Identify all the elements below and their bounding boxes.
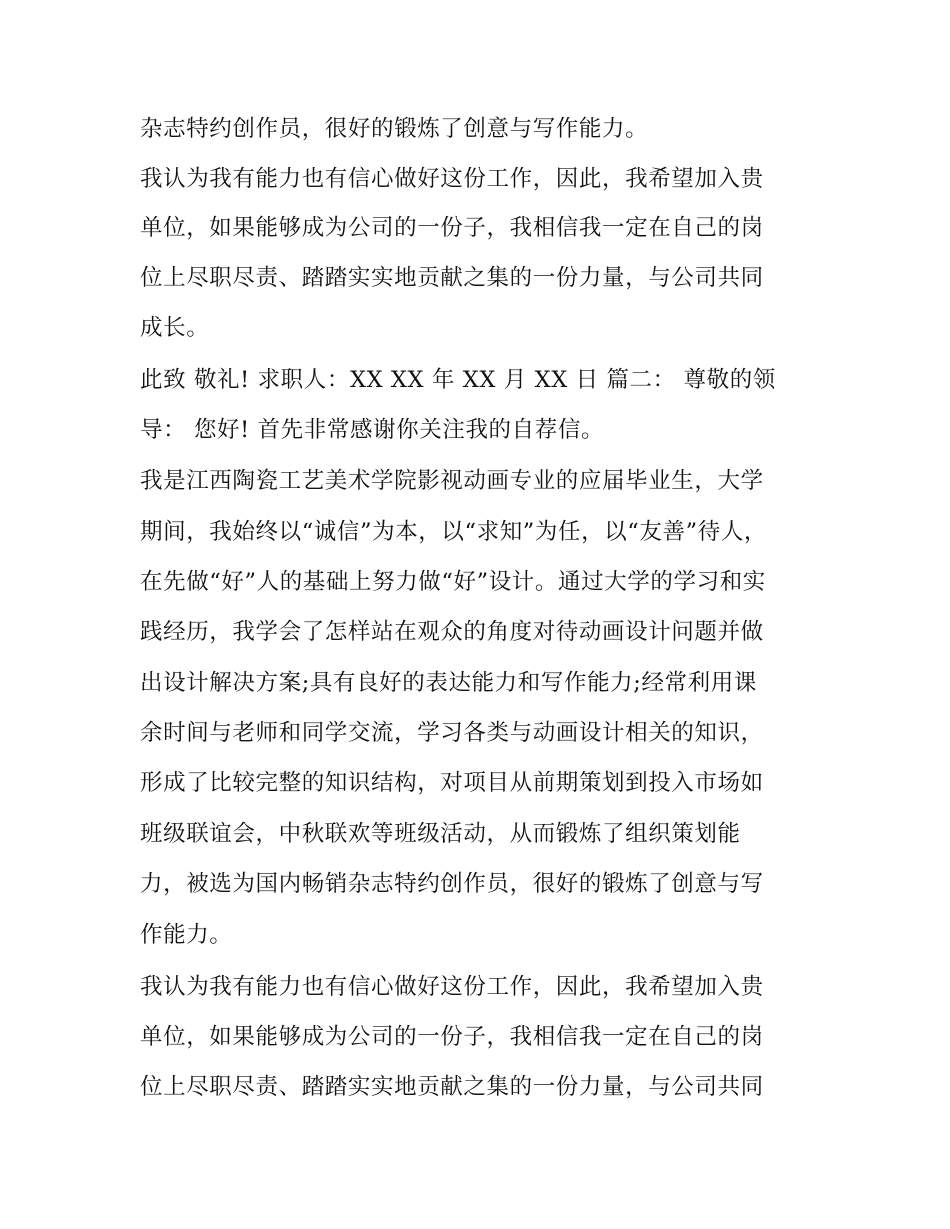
text-line: 我是江西陶瓷工艺美术学院影视动画专业的应届毕业生，大学 xyxy=(140,468,764,494)
text-line: 导： 您好! 首先非常感谢你关注我的自荐信。 xyxy=(140,417,605,443)
text-line: 单位，如果能够成为公司的一份子，我相信我一定在自己的岗 xyxy=(140,215,764,241)
text-line: 我认为我有能力也有信心做好这份工作，因此，我希望加入贵 xyxy=(140,166,764,192)
text-line: 作能力。 xyxy=(140,922,233,948)
text-line: 余时间与老师和同学交流，学习各类与动画设计相关的知识， xyxy=(140,720,764,746)
text-line: 我认为我有能力也有信心做好这份工作，因此，我希望加入贵 xyxy=(140,974,764,1000)
text-line: 此致 敬礼! 求职人：XX XX 年 XX 月 XX 日 篇二： 尊敬的领 xyxy=(140,367,776,393)
text-line: 位上尽职尽责、踏踏实实地贡献之集的一份力量，与公司共同 xyxy=(140,1074,764,1100)
text-line: 班级联谊会，中秋联欢等班级活动，从而锻炼了组织策划能 xyxy=(140,821,741,847)
text-line: 杂志特约创作员，很好的锻炼了创意与写作能力。 xyxy=(140,116,649,142)
text-line: 成长。 xyxy=(140,315,210,341)
text-line: 践经历，我学会了怎样站在观众的角度对待动画设计问题并做 xyxy=(140,619,764,645)
text-line: 形成了比较完整的知识结构，对项目从前期策划到投入市场如 xyxy=(140,770,764,796)
text-line: 单位，如果能够成为公司的一份子，我相信我一定在自己的岗 xyxy=(140,1024,764,1050)
text-line: 位上尽职尽责、踏踏实实地贡献之集的一份力量，与公司共同 xyxy=(140,265,764,291)
text-line: 出设计解决方案;具有良好的表达能力和写作能力;经常利用课 xyxy=(140,670,757,696)
text-line: 在先做“好”人的基础上努力做“好”设计。通过大学的学习和实 xyxy=(140,569,766,595)
text-line: 期间，我始终以“诚信”为本，以“求知”为任，以“友善”待人， xyxy=(140,519,768,545)
text-line: 力，被选为国内畅销杂志特约创作员，很好的锻炼了创意与写 xyxy=(140,871,764,897)
